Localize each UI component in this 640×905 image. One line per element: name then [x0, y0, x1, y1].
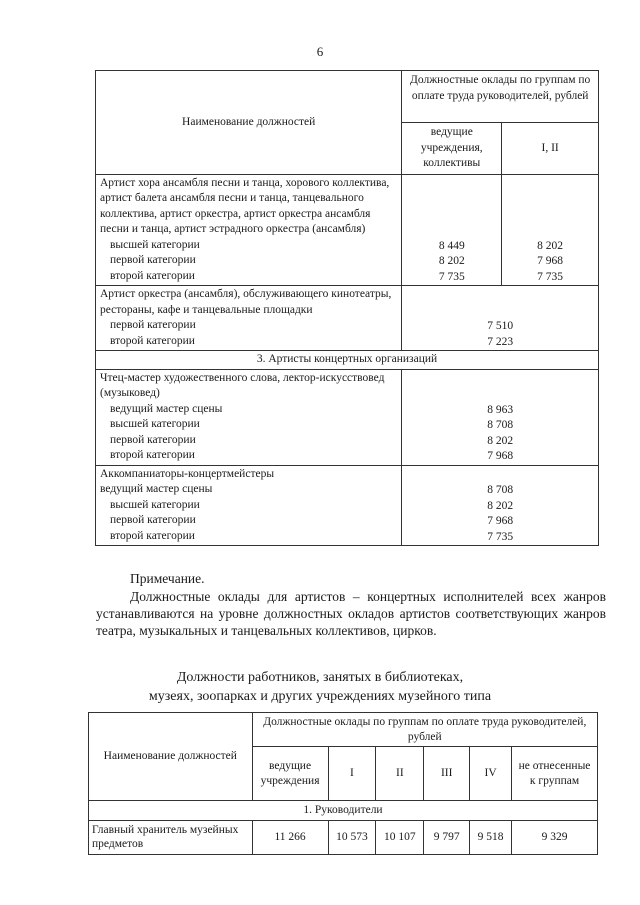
header-salary-groups: Должностные оклады по группам по оплате труда руководителей, рублей — [252, 713, 597, 747]
salary-value: 10 573 — [328, 820, 376, 854]
salary-table-museums — [88, 712, 598, 855]
salary-value: 8 708 — [487, 419, 514, 431]
section-heading-line1: Должности работников, занятых в библиотеках, — [176, 670, 464, 685]
note-title: Примечание. — [130, 571, 205, 586]
salary-value: 8 202 — [438, 255, 465, 267]
position-reader-master — [96, 369, 402, 465]
header-leading-institutions: ведущие учреждения, коллективы — [402, 123, 502, 175]
salary-value: 9 329 — [512, 820, 598, 854]
header-salary-groups: Должностные оклады по группам по оплате труда руководителей, рублей — [402, 71, 599, 123]
header-group-4: IV — [470, 747, 512, 801]
header-group-3: III — [424, 747, 470, 801]
salary-table-artists — [95, 70, 599, 546]
salary-value: 8 202 — [487, 499, 514, 512]
position-accompanist — [96, 465, 402, 546]
salary-cell-merged — [402, 369, 599, 465]
position-choir-artist — [96, 174, 402, 286]
category-label: второй категории — [110, 334, 195, 347]
salary-cell-merged — [402, 286, 599, 351]
salary-value: 11 266 — [252, 820, 328, 854]
section-heading-line2: музеях, зоопарках и других учреждениях музейного типа — [148, 689, 492, 704]
salary-value: 7 968 — [487, 515, 514, 527]
category-label: второй категории — [110, 449, 195, 461]
category-label: второй категории — [110, 269, 195, 282]
position-title: Аккомпаниаторы-концертмейстеры — [100, 467, 275, 480]
section-concert-artists: 3. Артисты концертных организаций — [96, 351, 599, 370]
salary-value: 7 735 — [487, 530, 514, 543]
salary-cell — [502, 174, 599, 286]
salary-value: 7 510 — [487, 320, 514, 332]
salary-value: 9 797 — [424, 820, 470, 854]
section-managers: 1. Руководители — [89, 801, 598, 821]
salary-value: 8 963 — [487, 403, 514, 416]
salary-value: 7 735 — [438, 270, 465, 283]
position-title: Артист хора ансамбля песни и танца, хорового коллектива, артист балета ансамбля песни и танца, танцевального коллектива, артист оркестра, артист оркестра ансамбля песни и танца, артист эстрадного оркестра (ансамбля) — [100, 176, 390, 235]
position-title: Чтец-мастер художественного слова, лектор-искусствовед (музыковед) — [100, 371, 385, 399]
header-group-2: II — [376, 747, 424, 801]
position-chief-curator: Главный хранитель музейных предметов — [89, 820, 253, 854]
salary-value: 8 202 — [537, 239, 564, 252]
header-groups-1-2: I, II — [502, 123, 599, 175]
salary-value: 7 735 — [537, 270, 564, 283]
salary-value: 7 968 — [487, 450, 514, 462]
category-label: первой категории — [110, 433, 196, 446]
category-label: ведущий мастер сцены — [110, 402, 223, 415]
salary-value: 8 449 — [438, 239, 465, 252]
page-number: 6 — [316, 44, 324, 59]
header-position-name: Наименование должностей — [89, 713, 253, 801]
header-group-1: I — [328, 747, 376, 801]
category-label: высшей категории — [110, 238, 200, 251]
header-leading-institutions: ведущие учреждения — [252, 747, 328, 801]
category-label: ведущий мастер сцены — [100, 483, 213, 495]
position-orchestra-artist — [96, 286, 402, 351]
salary-cell-merged — [402, 465, 599, 546]
position-title: Артист оркестра (ансамбля), обслуживающего кинотеатры, рестораны, кафе и танцевальные площадки — [100, 288, 392, 316]
salary-value: 10 107 — [376, 820, 424, 854]
salary-value: 8 708 — [487, 484, 514, 496]
note-body: Должностные оклады для артистов – концертных исполнителей всех жанров устанавливаются на уровне должностных окладов артистов соответствующих жанров театра, музыкальных и танцевальных коллективов, цирков. — [96, 589, 606, 638]
category-label: второй категории — [110, 529, 195, 542]
category-label: первой категории — [110, 254, 196, 266]
salary-cell — [402, 174, 502, 286]
header-position-name: Наименование должностей — [96, 71, 402, 175]
header-not-grouped: не отнесенные к группам — [512, 747, 598, 801]
salary-value: 7 968 — [537, 255, 564, 267]
salary-value: 8 202 — [487, 434, 514, 447]
salary-value: 7 223 — [487, 335, 514, 348]
category-label: высшей категории — [110, 418, 200, 430]
category-label: высшей категории — [110, 498, 200, 511]
category-label: первой категории — [110, 514, 196, 526]
category-label: первой категории — [110, 319, 196, 331]
salary-value: 9 518 — [470, 820, 512, 854]
